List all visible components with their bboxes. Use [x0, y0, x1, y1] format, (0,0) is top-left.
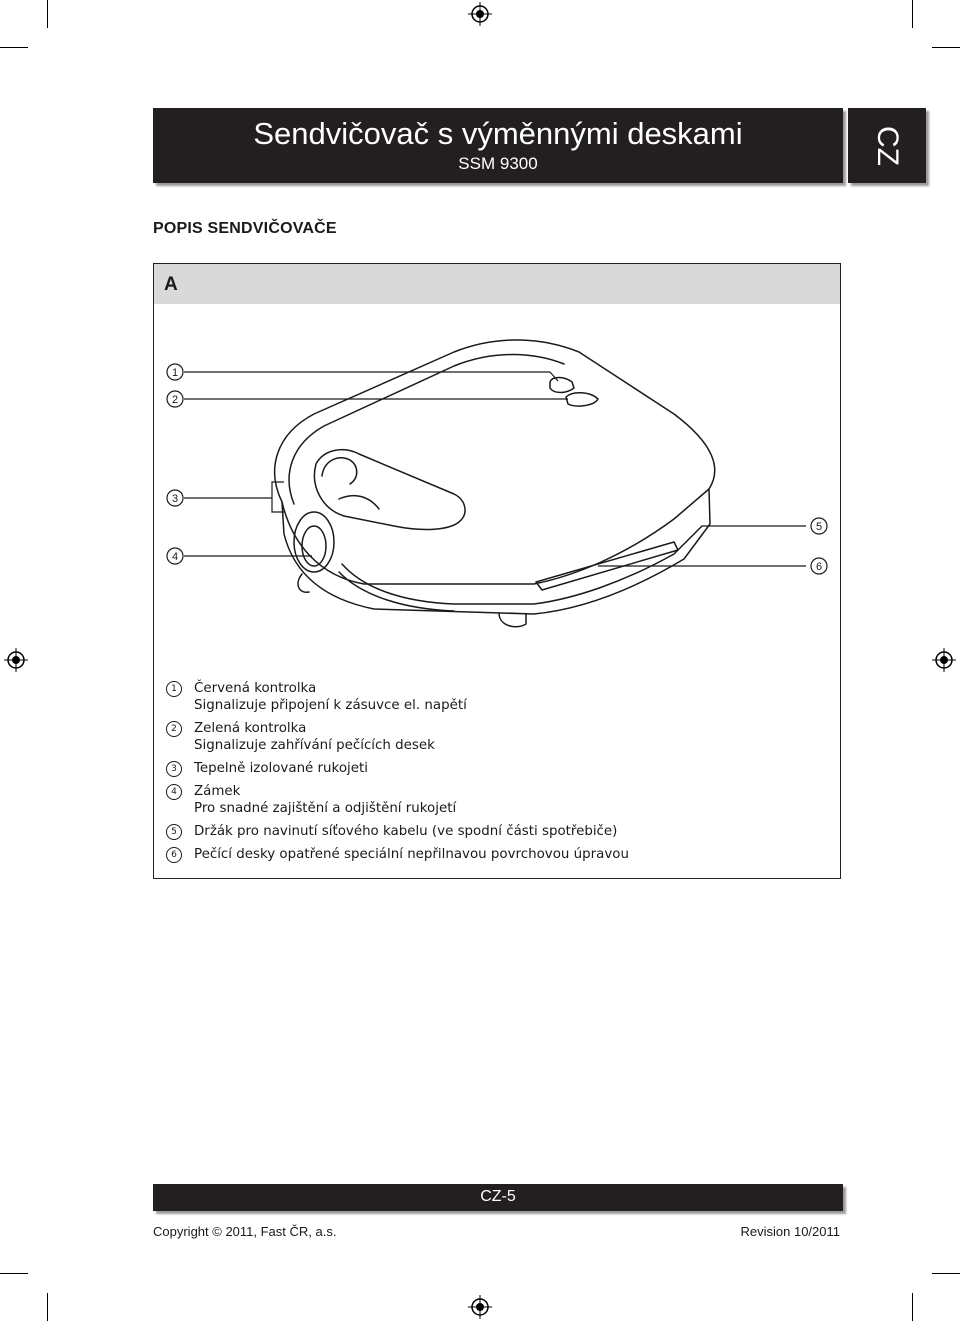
- language-tab: [848, 108, 926, 183]
- legend-item: [166, 823, 826, 840]
- callout-2: 2: [171, 394, 179, 406]
- figure-box: [153, 263, 841, 879]
- crop-mark: [0, 47, 28, 48]
- crop-mark: [912, 0, 913, 28]
- registration-mark-icon: [468, 2, 492, 26]
- parts-legend: [166, 680, 826, 863]
- legend-title: Zelená kontrolka: [194, 721, 307, 736]
- registration-mark-icon: [932, 648, 956, 672]
- legend-number: 5: [166, 824, 182, 840]
- legend-description: Signalizuje připojení k zásuvce el. napětí: [194, 698, 467, 713]
- crop-mark: [932, 47, 960, 48]
- revision-text: Revision 10/2011: [740, 1224, 840, 1239]
- legend-title: Držák pro navinutí síťového kabelu (ve spodní části spotřebiče): [194, 824, 618, 839]
- crop-mark: [47, 1293, 48, 1321]
- copyright-text: Copyright © 2011, Fast ČR, a.s.: [153, 1224, 337, 1239]
- footer-bar: [153, 1184, 843, 1211]
- crop-mark: [912, 1293, 913, 1321]
- green-indicator-light: [566, 393, 598, 406]
- page-number: CZ-5: [480, 1188, 516, 1205]
- legend-title: Zámek: [194, 784, 241, 799]
- legend-number: 2: [166, 721, 182, 737]
- legend-item: [166, 783, 826, 817]
- handle-inner: [339, 496, 379, 509]
- legend-number: 1: [166, 681, 182, 697]
- registration-mark-icon: [4, 648, 28, 672]
- figure-label: A: [164, 274, 178, 295]
- legend-title: Červená kontrolka: [194, 681, 317, 696]
- callout-3: 3: [171, 493, 179, 505]
- lid-outline: [275, 340, 715, 584]
- lid-contour: [289, 355, 564, 505]
- handle-grip: [322, 458, 357, 484]
- legend-item: [166, 846, 826, 863]
- callout-4: 4: [171, 551, 179, 563]
- handle-opening: [314, 450, 465, 530]
- lock: [294, 512, 334, 572]
- foot: [499, 614, 526, 627]
- registration-mark-icon: [468, 1295, 492, 1319]
- body-side: [282, 489, 710, 614]
- legend-number: 4: [166, 784, 182, 800]
- crop-mark: [47, 0, 48, 28]
- model-number: SSM 9300: [458, 154, 538, 173]
- document-title: Sendvičovač s výměnnými deskami: [253, 116, 743, 151]
- legend-title: Pečící desky opatřené speciální nepřilnavou povrchovou úpravou: [194, 847, 629, 862]
- legend-description: Pro snadné zajištění a odjištění rukojetí: [194, 801, 457, 816]
- legend-description: Signalizuje zahřívání pečících desek: [194, 738, 435, 753]
- callout-5: 5: [815, 521, 823, 533]
- section-heading: POPIS SENDVIČOVAČE: [153, 220, 337, 237]
- legend-item: [166, 720, 826, 754]
- language-code: CZ: [871, 125, 904, 166]
- plate-edge: [342, 526, 702, 604]
- legend-item: [166, 680, 826, 714]
- callout-6: 6: [815, 561, 823, 573]
- crop-mark: [0, 1273, 28, 1274]
- crop-mark: [932, 1273, 960, 1274]
- callout-1: 1: [171, 367, 179, 379]
- red-indicator-light: [550, 378, 574, 393]
- header-bar: [153, 108, 843, 183]
- sandwich-maker-illustration: [154, 264, 840, 664]
- legend-item: [166, 760, 826, 777]
- legend-number: 3: [166, 761, 182, 777]
- legend-number: 6: [166, 847, 182, 863]
- legend-title: Tepelně izolované rukojeti: [194, 761, 368, 776]
